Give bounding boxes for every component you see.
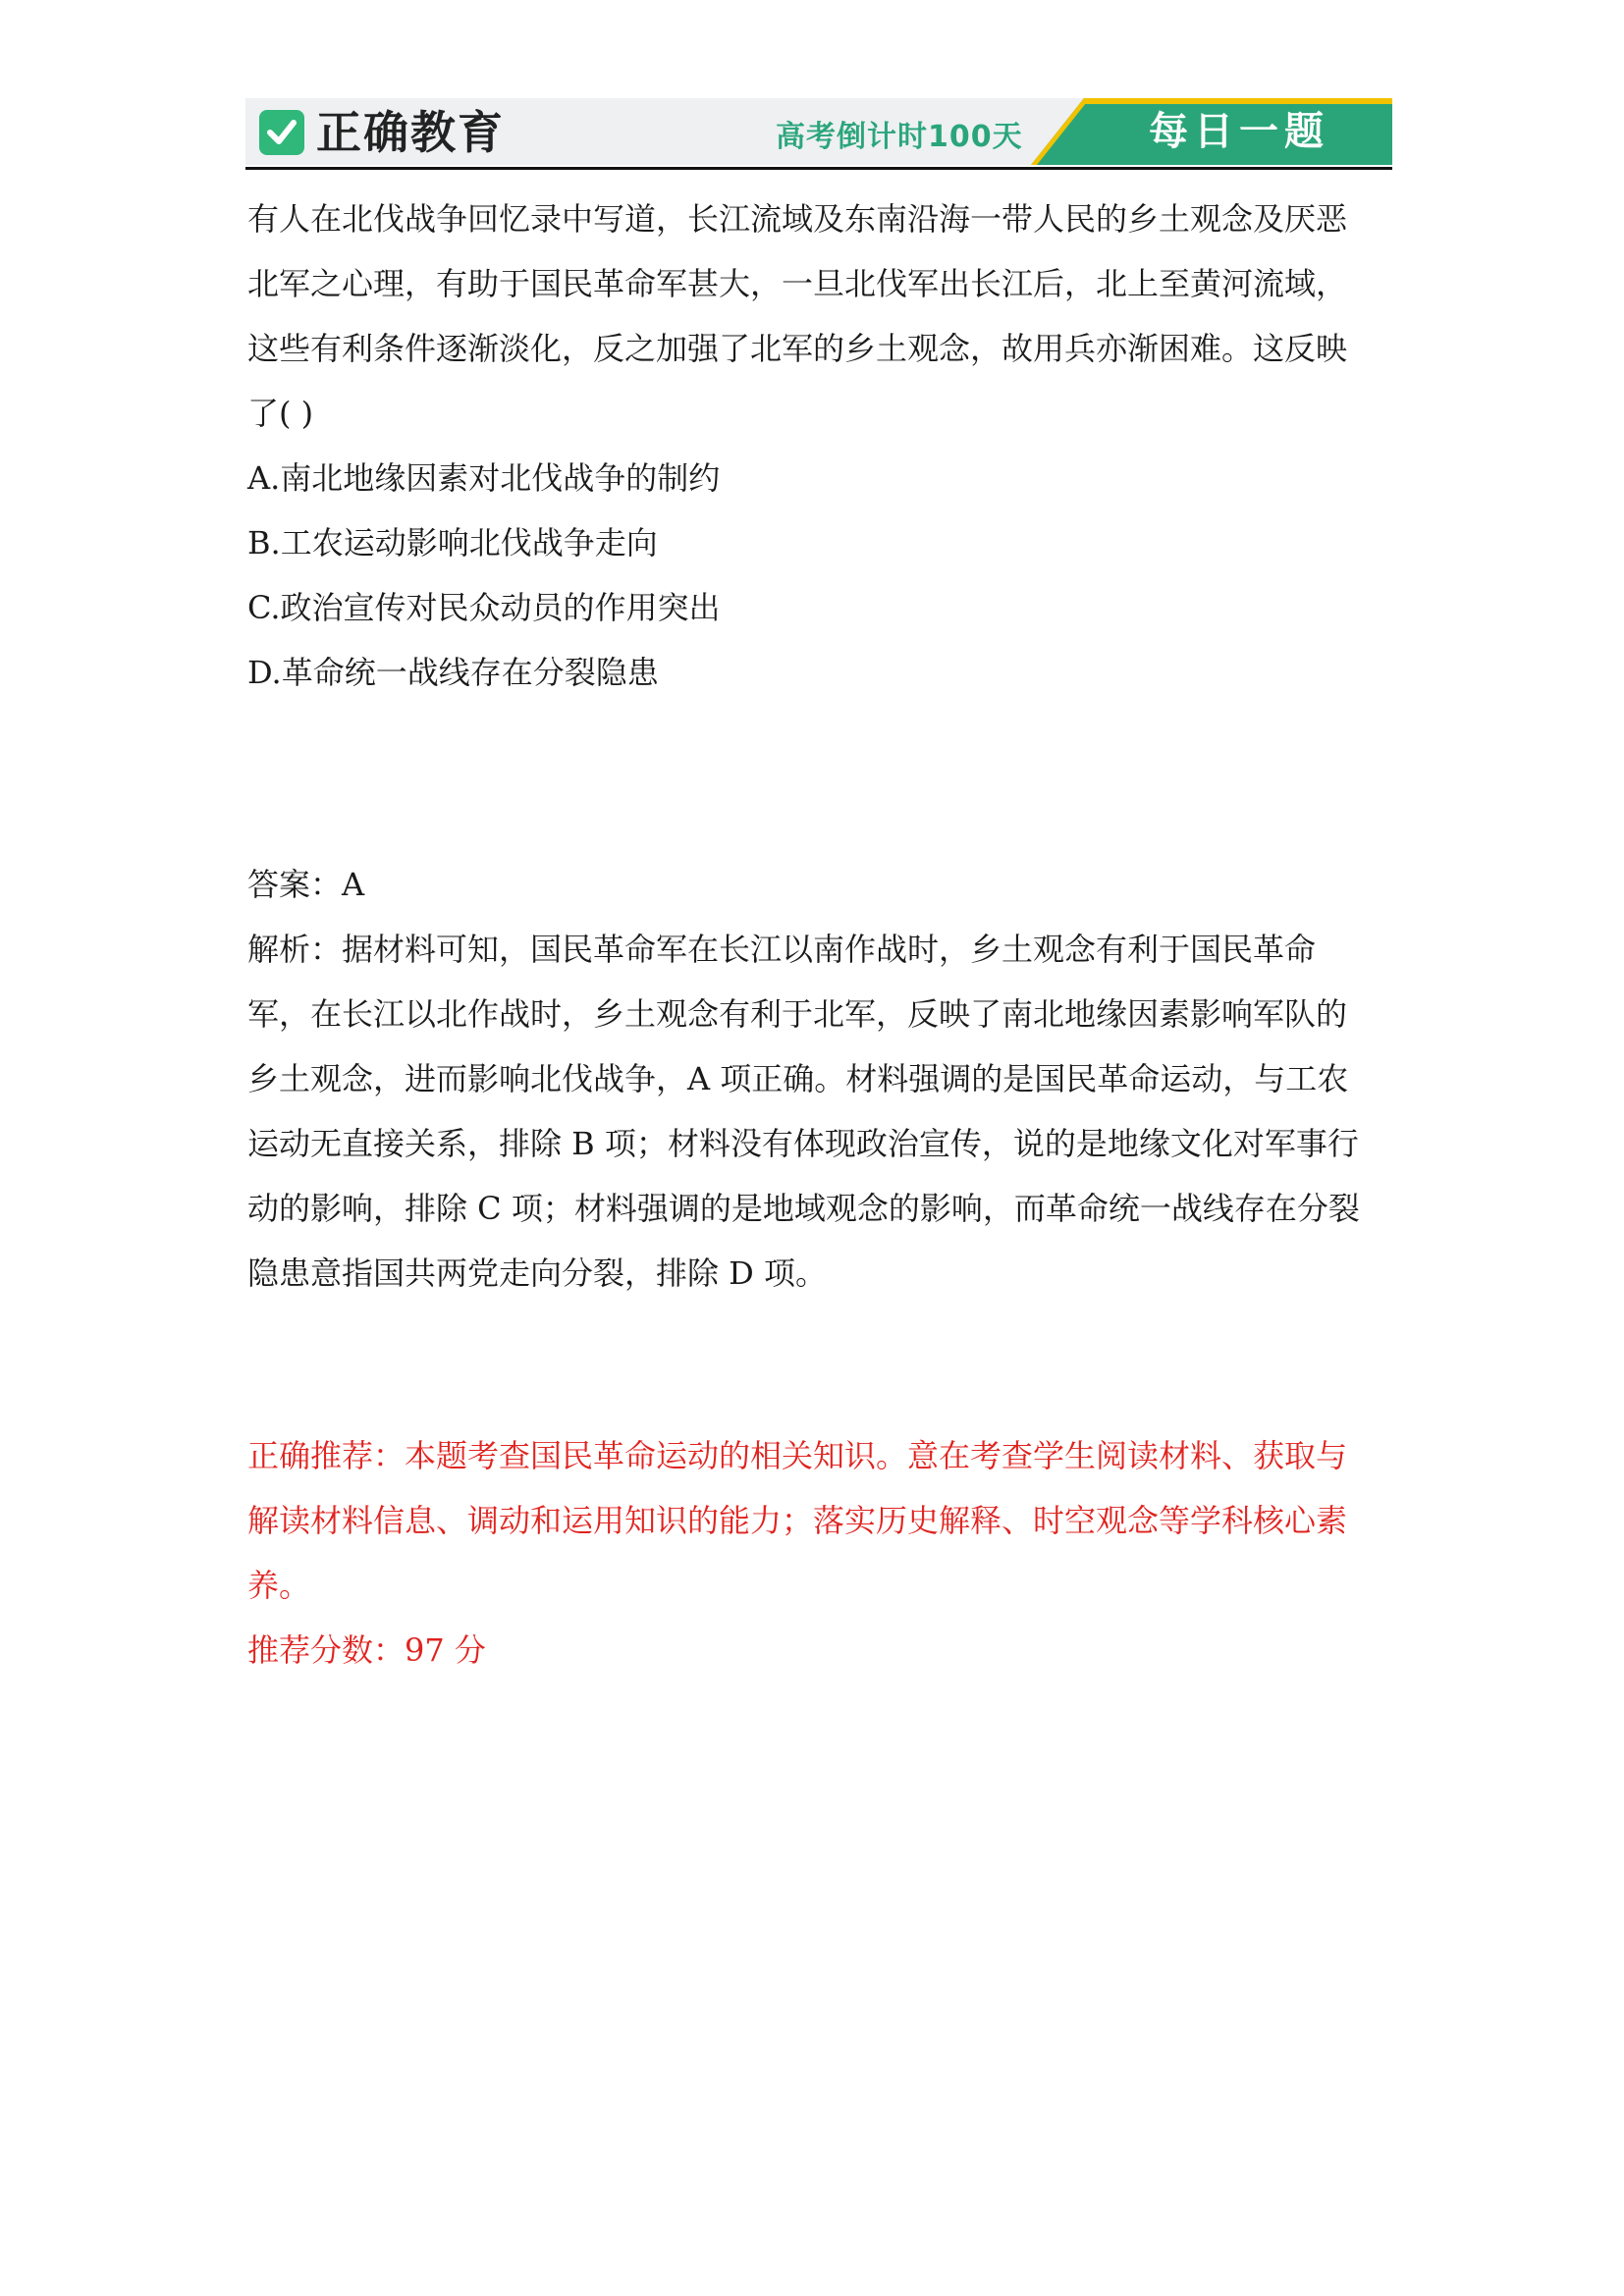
checkmark-icon bbox=[259, 110, 304, 155]
option-a: A.南北地缘因素对北伐战争的制约 bbox=[247, 459, 721, 497]
document-body bbox=[247, 187, 1377, 1682]
recommend-score: 推荐分数：97 分 bbox=[247, 1631, 486, 1669]
option-b: B.工农运动影响北伐战争走向 bbox=[247, 524, 658, 561]
countdown-text: 高考倒计时100天 bbox=[776, 120, 1023, 154]
page-header bbox=[245, 98, 1392, 169]
analysis-text: 解析：据材料可知，国民革命军在长江以南作战时，乡土观念有利于国民革命军，在长江以北作战时，乡土观念有利于北军，反映了南北地缘因素影响军队的乡土观念，进而影响北伐战争，A 项正确。材料强调的是国民革命运动，与工农运动无直接关系，排除 B 项；材料没有体现政治宣传，说的是地缘文化对军事行动的影响，排除 C 项；材料强调的是地域观念的影响，而革命统一战线存在分裂隐患意指国共两党走向分裂，排除 D 项。 bbox=[247, 931, 1360, 1292]
recommend-text: 正确推荐：本题考查国民革命运动的相关知识。意在考查学生阅读材料、获取与解读材料信息、调动和运用知识的能力；落实历史解释、时空观念等学科核心素养。 bbox=[247, 1437, 1348, 1604]
question-stem: 有人在北伐战争回忆录中写道，长江流域及东南沿海一带人民的乡土观念及厌恶北军之心理，有助于国民革命军甚大，一旦北伐军出长江后，北上至黄河流域，这些有利条件逐渐淡化，反之加强了北军的乡土观念，故用兵亦渐困难。这反映了( ) bbox=[247, 200, 1348, 432]
brand-logo-text: 正确教育 bbox=[316, 106, 505, 159]
option-c: C.政治宣传对民众动员的作用突出 bbox=[247, 589, 721, 626]
question-options bbox=[247, 446, 1377, 705]
answer-line: 答案：A bbox=[247, 866, 365, 903]
header-divider bbox=[245, 167, 1392, 170]
daily-question-label: 每日一题 bbox=[1149, 109, 1329, 154]
option-d: D.革命统一战线存在分裂隐患 bbox=[247, 654, 659, 691]
